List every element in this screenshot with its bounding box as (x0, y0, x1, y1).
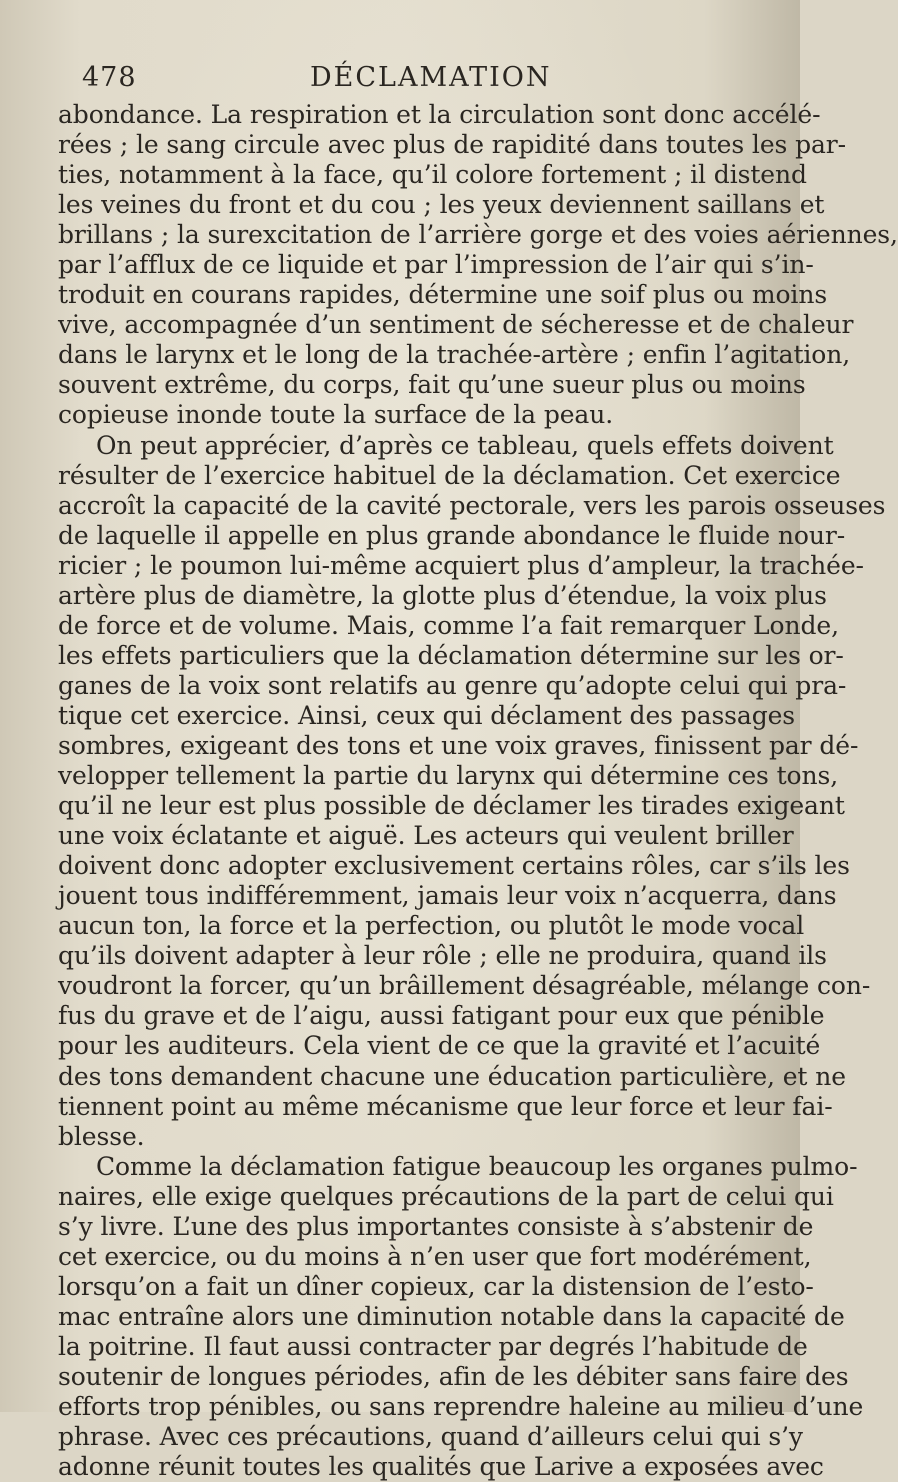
text-line: brillans ; la surexcitation de l’arrière gorge et des voies aériennes, (58, 220, 898, 250)
text-line: troduit en courans rapides, détermine une soif plus ou moins (58, 280, 828, 310)
text-line: souvent extrême, du corps, fait qu’une sueur plus ou moins (58, 370, 806, 400)
body-text (58, 100, 898, 1482)
text-line: efforts trop pénibles, ou sans reprendre haleine au milieu d’une (58, 1392, 864, 1422)
text-line: tiennent point au même mécanisme que leur force et leur fai- (58, 1091, 833, 1121)
text-line: qu’il ne leur est plus possible de déclamer les tirades exigeant (58, 791, 845, 821)
text-line: s’y livre. L’une des plus importantes consiste à s’abstenir de (58, 1211, 814, 1241)
text-line: doivent donc adopter exclusivement certains rôles, car s’ils les (58, 851, 850, 881)
text-line: la poitrine. Il faut aussi contracter par degrés l’habitude de (58, 1331, 808, 1361)
text-line: blesse. (58, 1121, 145, 1151)
text-line: qu’ils doivent adapter à leur rôle ; elle ne produira, quand ils (58, 941, 827, 971)
text-line: Comme la déclamation fatigue beaucoup les organes pulmo- (96, 1151, 858, 1181)
text-line: de laquelle il appelle en plus grande abondance le fluide nour- (58, 520, 846, 550)
text-line: soutenir de longues périodes, afin de les débiter sans faire des (58, 1361, 849, 1391)
text-line: résulter de l’exercice habituel de la déclamation. Cet exercice (58, 460, 841, 490)
text-line: ricier ; le poumon lui-même acquiert plus d’ampleur, la trachée- (58, 550, 864, 580)
text-line: cet exercice, ou du moins à n’en user que fort modérément, (58, 1241, 812, 1271)
text-line: lorsqu’on a fait un dîner copieux, car la distension de l’esto- (58, 1271, 814, 1301)
text-line: abondance. La respiration et la circulation sont donc accélé- (58, 100, 821, 129)
text-line: les veines du front et du cou ; les yeux deviennent saillans et (58, 190, 825, 220)
text-line: copieuse inonde toute la surface de la peau. (58, 400, 614, 430)
page-number: 478 (82, 62, 137, 93)
text-line: aucun ton, la force et la perfection, ou plutôt le mode vocal (58, 911, 805, 941)
text-line: jouent tous indifféremment, jamais leur voix n’acquerra, dans (58, 881, 837, 911)
text-line: On peut apprécier, d’après ce tableau, quels effets doivent (96, 430, 834, 460)
text-line: vive, accompagnée d’un sentiment de sécheresse et de chaleur (58, 310, 854, 340)
text-line: rées ; le sang circule avec plus de rapidité dans toutes les par- (58, 130, 847, 160)
text-line: une voix éclatante et aiguë. Les acteurs qui veulent briller (58, 821, 794, 851)
text-line: sombres, exigeant des tons et une voix graves, finissent par dé- (58, 730, 859, 760)
text-line: mac entraîne alors une diminution notable dans la capacité de (58, 1301, 845, 1331)
text-line: adonne réunit toutes les qualités que Larive a exposées avec (58, 1452, 824, 1482)
text-line: fus du grave et de l’aigu, aussi fatigant pour eux que pénible (58, 1001, 825, 1031)
text-line: dans le larynx et le long de la trachée-artère ; enfin l’agitation, (58, 340, 851, 370)
text-line: les effets particuliers que la déclamation détermine sur les or- (58, 640, 844, 670)
text-line: phrase. Avec ces précautions, quand d’ailleurs celui qui s’y (58, 1422, 803, 1452)
running-title: DÉCLAMATION (310, 62, 552, 93)
text-line: pour les auditeurs. Cela vient de ce que la gravité et l’acuité (58, 1031, 821, 1061)
text-line: accroît la capacité de la cavité pectorale, vers les parois osseuses (58, 490, 886, 520)
running-head (82, 62, 732, 102)
text-line: naires, elle exige quelques précautions de la part de celui qui (58, 1181, 834, 1211)
text-line: de force et de volume. Mais, comme l’a fait remarquer Londe, (58, 610, 839, 640)
text-line: des tons demandent chacune une éducation particulière, et ne (58, 1061, 846, 1091)
text-line: ganes de la voix sont relatifs au genre qu’adopte celui qui pra- (58, 670, 847, 700)
text-line: par l’afflux de ce liquide et par l’impression de l’air qui s’in- (58, 250, 814, 280)
text-line: velopper tellement la partie du larynx qui détermine ces tons, (58, 761, 839, 791)
text-line: tique cet exercice. Ainsi, ceux qui déclament des passages (58, 700, 796, 730)
text-line: artère plus de diamètre, la glotte plus d’étendue, la voix plus (58, 580, 827, 610)
text-line: ties, notamment à la face, qu’il colore fortement ; il distend (58, 160, 807, 190)
text-line: voudront la forcer, qu’un brâillement désagréable, mélange con- (58, 971, 871, 1001)
